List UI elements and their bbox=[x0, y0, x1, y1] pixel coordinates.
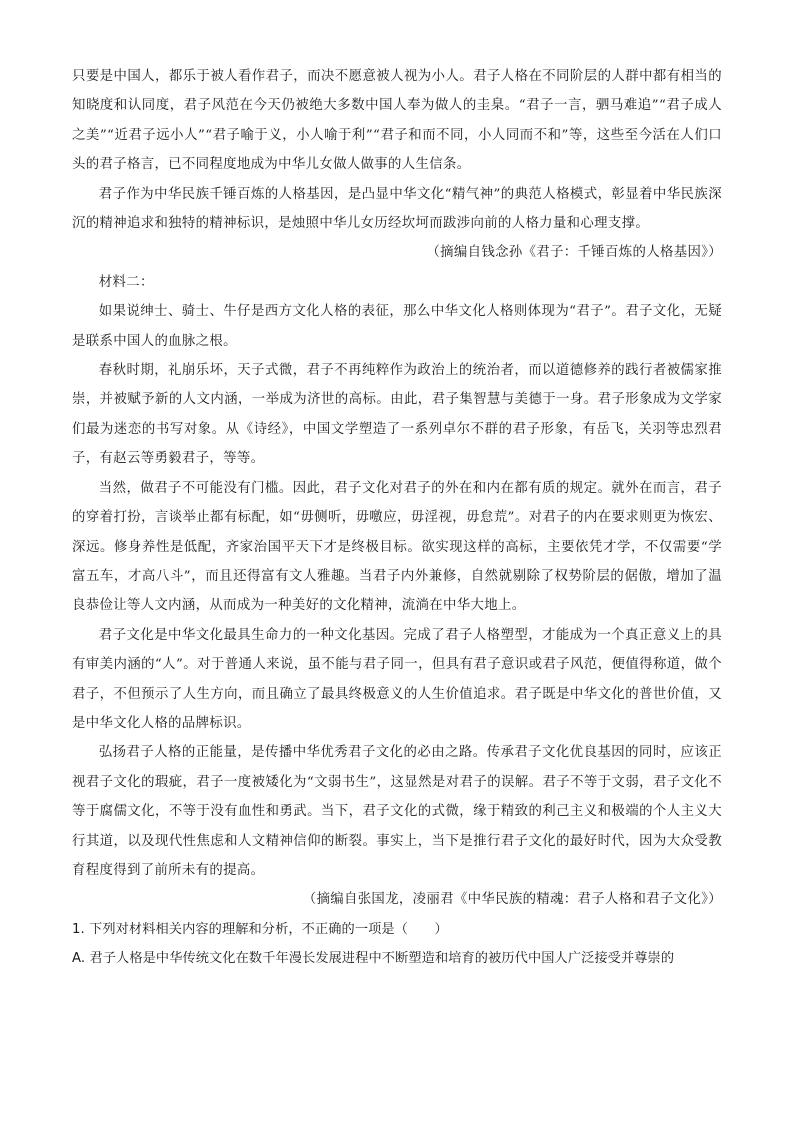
paragraph-7: 弘扬君子人格的正能量，是传播中华优秀君子文化的必由之路。传承君子文化优良基因的同时，应该正视君子文化的瑕疵，君子一度被矮化为“文弱书生”，这显然是对君子的误解。君子不等于文弱，君子文化不等于腐儒文化，不等于没有血性和勇武。当下，君子文化的式微，缘于精致的利己主义和极端的个人主义大行其道，以及现代性焦虑和人文精神信仰的断裂。事实上，当下是推行君子文化的最好时代，因为大众受教育程度得到了前所未有的提高。 bbox=[72, 745, 722, 878]
paragraph-4: 春秋时期，礼崩乐坏，天子式微，君子不再纯粹作为政治上的统治者，而以道德修养的践行者被儒家推崇，并被赋予新的人文内涵，一举成为济世的高标。由此，君子集智慧与美德于一身。君子形象成为文学家们最为迷恋的书写对象。从《诗经》，中国文学塑造了一系列卓尔不群的君子形象，有岳飞，关羽等忠烈君子，有赵云等勇毅君子，等等。 bbox=[72, 363, 722, 467]
paragraph-2: 君子作为中华民族千锤百炼的人格基因，是凸显中华文化“精气神”的典范人格模式，彰显着中华民族深沉的精神追求和独特的精神标识，是烛照中华儿女历经坎坷而跋涉向前的人格力量和心理支撑。 bbox=[72, 186, 722, 232]
paragraph-3: 如果说绅士、骑士、牛仔是西方文化人格的表征，那么中华文化人格则体现为“君子”。君子文化，无疑是联系中国人的血脉之根。 bbox=[72, 304, 722, 349]
source-citation-1: （摘编自钱念孙《君子：千锤百炼的人格基因》） bbox=[426, 245, 722, 261]
paragraph-5: 当然，做君子不可能没有门槛。因此，君子文化对君子的外在和内在都有质的规定。就外在而言，君子的穿着打扮，言谈举止都有标配，如“毋侧听，毋噭应，毋淫视，毋怠荒”。对君子的内在要求则更为恢宏、深远。修身养性是低配，齐家治国平天下才是终极目标。欲实现这样的高标，主要依凭才学，不仅需要“学富五车，才高八斗”，而且还得富有文人雅趣。当君子内外兼修，自然就剔除了权势阶层的倨傲，增加了温良恭俭让等人文内涵，从而成为一种美好的文化精神，流淌在中华大地上。 bbox=[72, 480, 722, 614]
question-stem: 1. 下列对材料相关内容的理解和分析，不正确的一项是（ ） bbox=[72, 921, 448, 937]
source-citation-2: （摘编自张国龙，凌丽君《中华民族的精魂：君子人格和君子文化》） bbox=[302, 892, 722, 908]
question-option-a: A. 君子人格是中华传统文化在数千年漫长发展进程中不断塑造和培育的被历代中国人广泛接受并尊崇的 bbox=[72, 951, 675, 967]
material-two-label: 材料二： bbox=[98, 274, 154, 290]
paragraph-6: 君子文化是中华文化最具生命力的一种文化基因。完成了君子人格塑型，才能成为一个真正意义上的具有审美内涵的“人”。对于普通人来说，虽不能与君子同一，但具有君子意识或君子风范，便值得称道，做个君子，不但预示了人生方向，而且确立了最具终极意义的人生价值追求。君子既是中华文化的普世价值，又是中华文化人格的品牌标识。 bbox=[72, 627, 722, 731]
paragraph-1: 只要是中国人，都乐于被人看作君子，而决不愿意被人视为小人。君子人格在不同阶层的人群中都有相当的知晓度和认同度，君子风范在今天仍被绝大多数中国人奉为做人的圭臬。“君子一言，驷马难追”“君子成人之美”“近君子远小人”“君子喻于义，小人喻于利”“君子和而不同，小人同而不和”等，这些至今活在人们口头的君子格言，已不同程度地成为中华儿女做人做事的人生信条。 bbox=[72, 69, 722, 173]
reading-material bbox=[72, 62, 722, 974]
